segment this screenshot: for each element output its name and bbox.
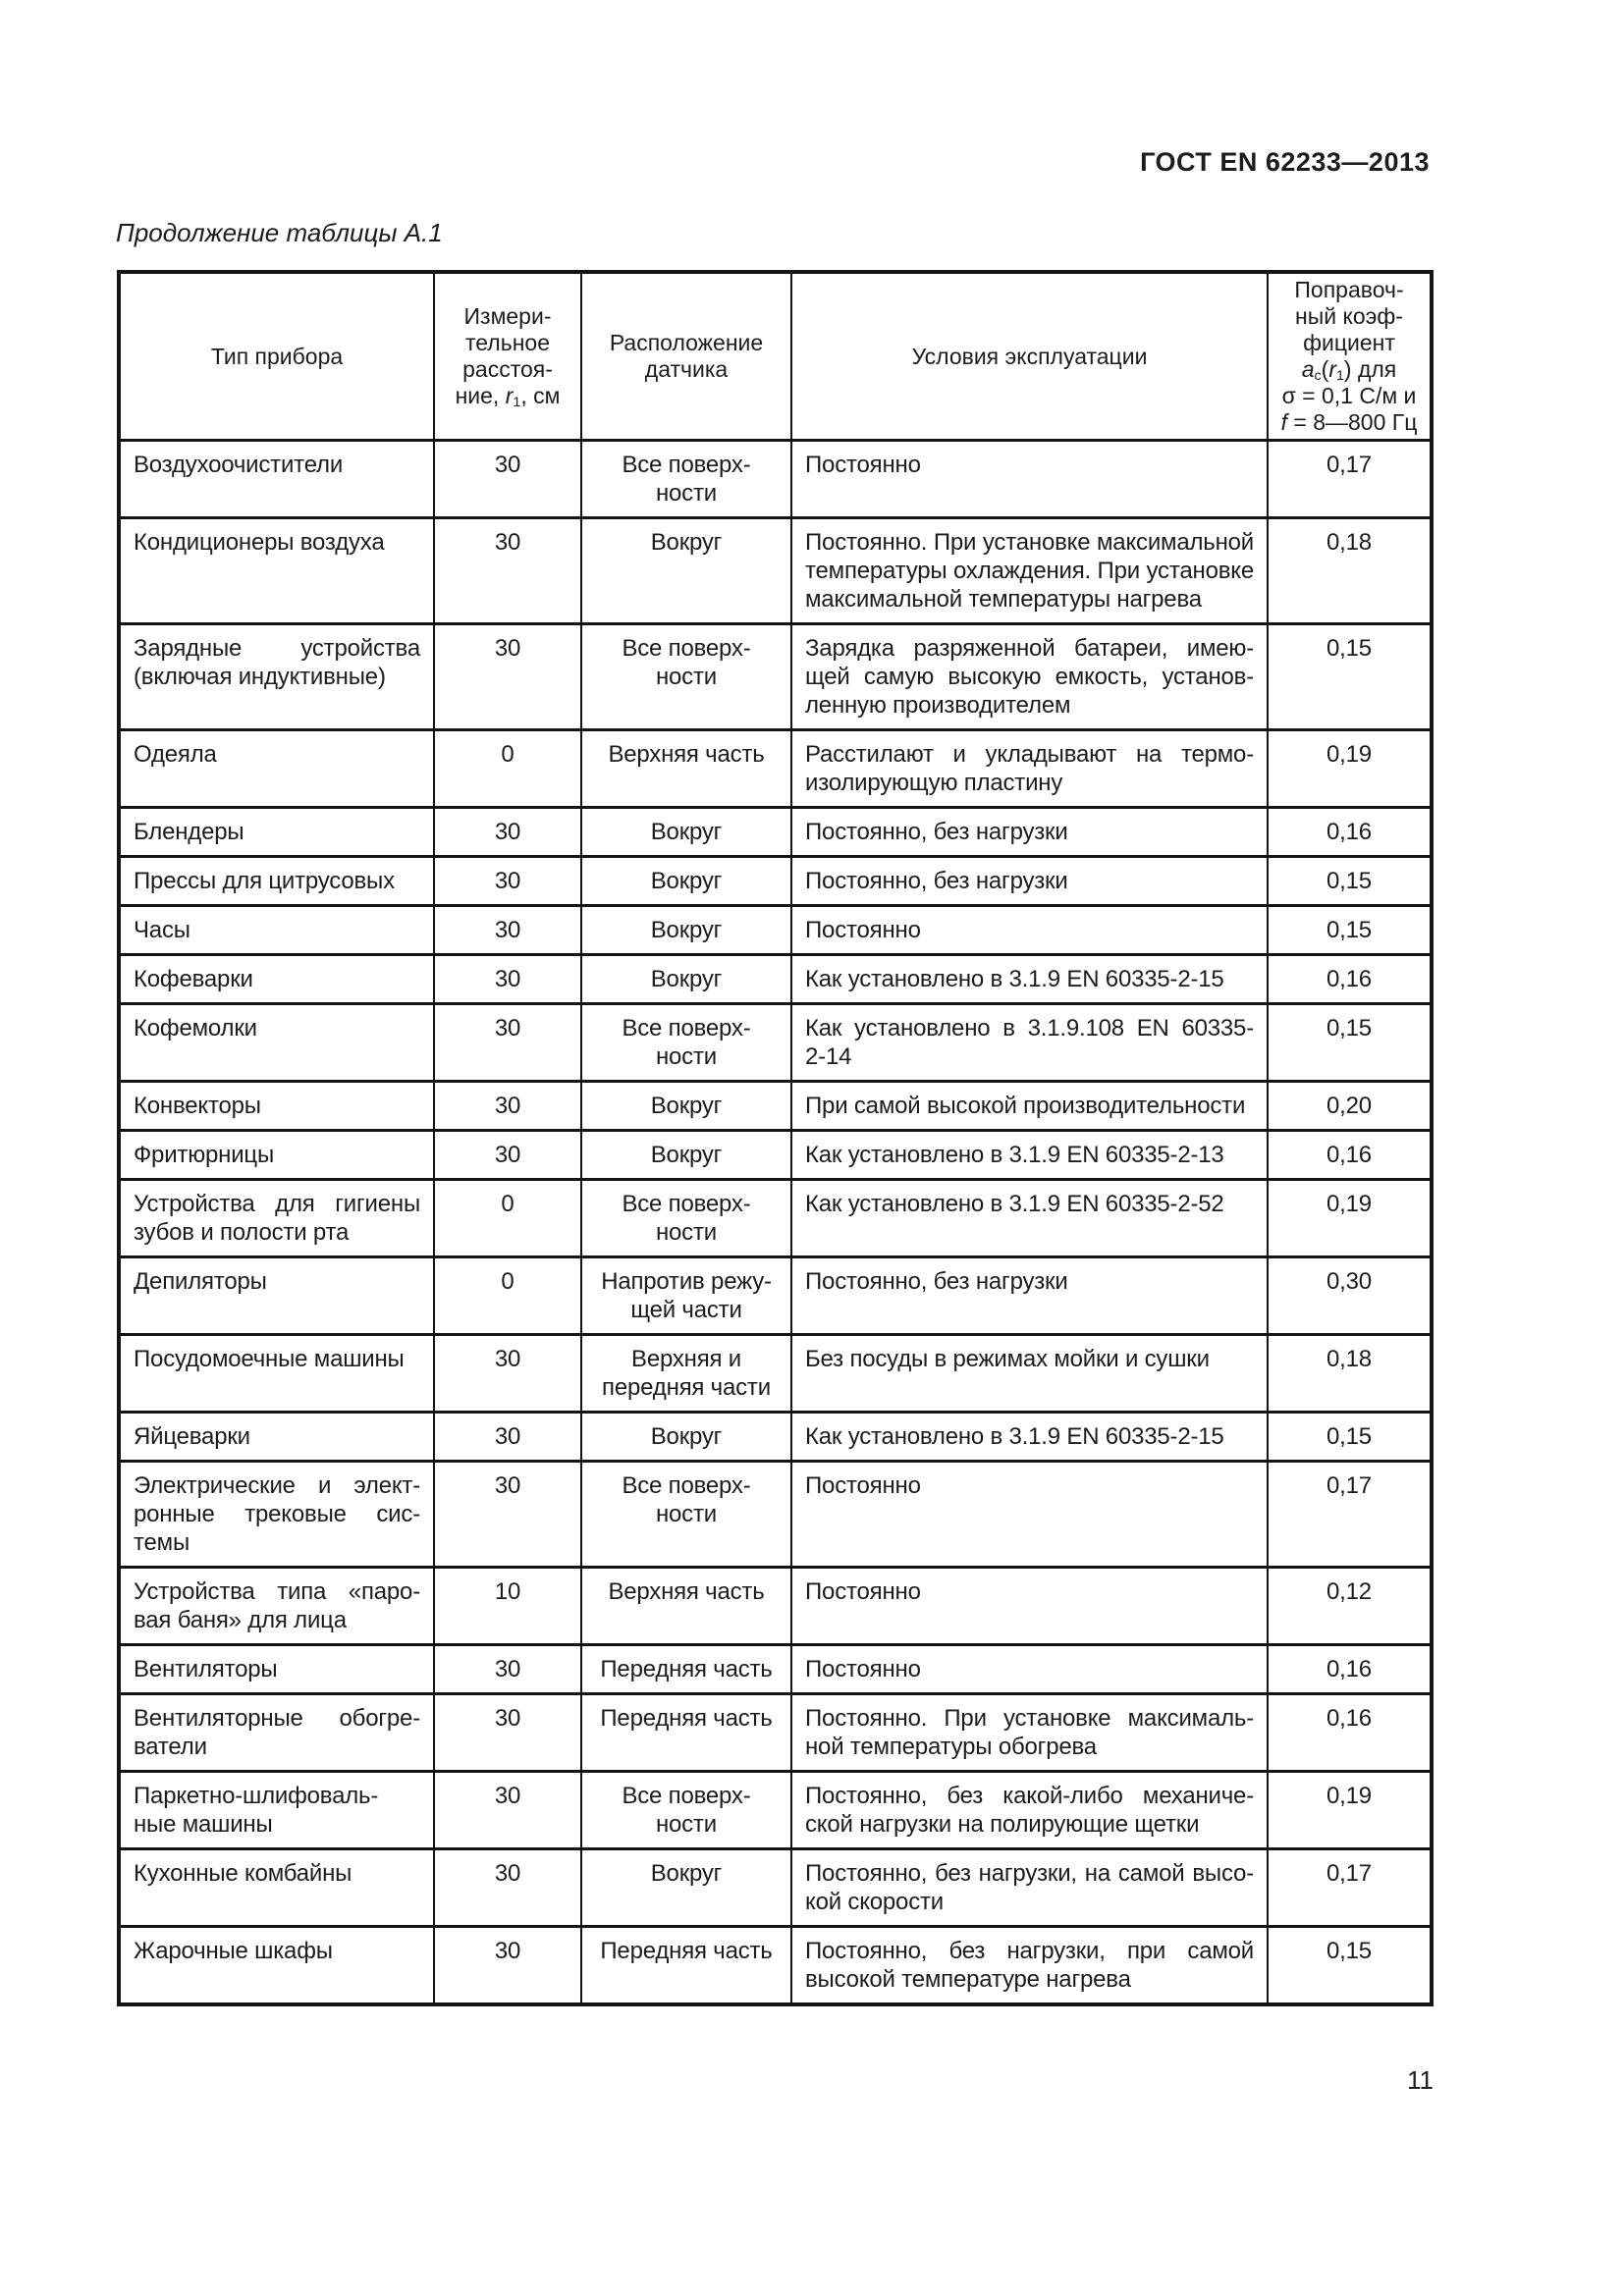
table-row [119,906,1432,955]
table-caption: Продолжение таблицы А.1 [116,218,443,247]
device-type-cell: Блендеры [119,808,434,857]
table-header [119,272,1432,441]
operating-conditions-cell: Как установлено в 3.1.9 EN 60335-2-15 [791,1413,1268,1462]
operating-conditions-cell: Постоянно. При установке максимальной температуры охлаждения. При установке максимальной температуры нагрева [791,518,1268,624]
sensor-location-cell: Вокруг [581,1413,791,1462]
measuring-distance-cell: 30 [434,1645,581,1694]
measuring-distance-cell: 30 [434,1772,581,1849]
sensor-location-cell: Все поверх- ности [581,1004,791,1082]
coefficient-cell: 0,16 [1268,955,1432,1004]
device-type-cell: Яйцеварки [119,1413,434,1462]
coefficient-cell: 0,15 [1268,906,1432,955]
sensor-location-cell: Верхняя и передняя части [581,1335,791,1413]
appliance-table [117,270,1434,2006]
device-type-cell: Кухонные комбайны [119,1849,434,1927]
sensor-location-cell: Все поверх- ности [581,1180,791,1257]
operating-conditions-cell: Постоянно, без нагрузки, на самой высо- кой скорости [791,1849,1268,1927]
operating-conditions-cell: Постоянно. При установке максималь- ной температуры обогрева [791,1694,1268,1772]
coefficient-cell: 0,18 [1268,1335,1432,1413]
table-row [119,955,1432,1004]
header-operating-conditions: Условия эксплуатации [791,272,1268,441]
table-row [119,441,1432,518]
operating-conditions-cell: Расстилают и укладывают на термо- изолирующую пластину [791,730,1268,808]
coefficient-cell: 0,16 [1268,1645,1432,1694]
measuring-distance-cell: 10 [434,1568,581,1645]
table-body [119,441,1432,2005]
coefficient-cell: 0,15 [1268,1927,1432,2005]
operating-conditions-cell: Постоянно, без нагрузки [791,857,1268,906]
device-type-cell: Паркетно-шлифоваль- ные машины [119,1772,434,1849]
coefficient-cell: 0,15 [1268,1004,1432,1082]
header-device-type: Тип прибора [119,272,434,441]
coefficient-cell: 0,17 [1268,1462,1432,1568]
measuring-distance-cell: 30 [434,1335,581,1413]
table-row [119,1082,1432,1131]
sensor-location-cell: Все поверх- ности [581,441,791,518]
operating-conditions-cell: Постоянно [791,1568,1268,1645]
table-row [119,1180,1432,1257]
table-row [119,1413,1432,1462]
measuring-distance-cell: 30 [434,906,581,955]
table-row [119,808,1432,857]
operating-conditions-cell: Без посуды в режимах мойки и сушки [791,1335,1268,1413]
table-row [119,1131,1432,1180]
measuring-distance-cell: 30 [434,624,581,730]
sensor-location-cell: Вокруг [581,808,791,857]
device-type-cell: Кондиционеры воздуха [119,518,434,624]
operating-conditions-cell: Как установлено в 3.1.9.108 EN 60335- 2-14 [791,1004,1268,1082]
coefficient-cell: 0,18 [1268,518,1432,624]
coefficient-cell: 0,17 [1268,441,1432,518]
device-type-cell: Часы [119,906,434,955]
coefficient-cell: 0,16 [1268,1131,1432,1180]
device-type-cell: Конвекторы [119,1082,434,1131]
device-type-cell: Кофемолки [119,1004,434,1082]
device-type-cell: Посудомоечные машины [119,1335,434,1413]
sensor-location-cell: Напротив режу- щей части [581,1257,791,1335]
sensor-location-cell: Все поверх- ности [581,1462,791,1568]
measuring-distance-cell: 30 [434,518,581,624]
device-type-cell: Устройства для гигиены зубов и полости рта [119,1180,434,1257]
operating-conditions-cell: Постоянно, без нагрузки [791,1257,1268,1335]
device-type-cell: Вентиляторы [119,1645,434,1694]
coefficient-cell: 0,15 [1268,1413,1432,1462]
table-row [119,518,1432,624]
table-header-row [119,272,1432,441]
table-row [119,857,1432,906]
operating-conditions-cell: Постоянно [791,1645,1268,1694]
measuring-distance-cell: 30 [434,1004,581,1082]
operating-conditions-cell: Как установлено в 3.1.9 EN 60335-2-15 [791,955,1268,1004]
device-type-cell: Устройства типа «паро- вая баня» для лица [119,1568,434,1645]
measuring-distance-cell: 30 [434,1694,581,1772]
operating-conditions-cell: Постоянно [791,906,1268,955]
sensor-location-cell: Все поверх- ности [581,624,791,730]
measuring-distance-cell: 0 [434,1257,581,1335]
table-row [119,1772,1432,1849]
sensor-location-cell: Вокруг [581,955,791,1004]
operating-conditions-cell: Зарядка разряженной батареи, имею- щей самую высокую емкость, установ- ленную производителем [791,624,1268,730]
coefficient-cell: 0,12 [1268,1568,1432,1645]
sensor-location-cell: Все поверх- ности [581,1772,791,1849]
coefficient-cell: 0,16 [1268,1694,1432,1772]
measuring-distance-cell: 30 [434,1131,581,1180]
coefficient-cell: 0,30 [1268,1257,1432,1335]
device-type-cell: Электрические и элект- ронные трековые сис- темы [119,1462,434,1568]
device-type-cell: Зарядные устройства (включая индуктивные) [119,624,434,730]
measuring-distance-cell: 0 [434,1180,581,1257]
coefficient-cell: 0,19 [1268,1180,1432,1257]
operating-conditions-cell: Постоянно, без нагрузки, при самой высокой температуре нагрева [791,1927,1268,2005]
sensor-location-cell: Вокруг [581,518,791,624]
table-row [119,1694,1432,1772]
sensor-location-cell: Вокруг [581,1082,791,1131]
measuring-distance-cell: 30 [434,1462,581,1568]
header-correction-coefficient: Поправоч- ный коэф- фициент $a_c(r_1)$ для σ = 0,1 С/м и f = 8—800 Гц [1268,272,1432,441]
sensor-location-cell: Передняя часть [581,1694,791,1772]
measuring-distance-cell: 30 [434,808,581,857]
table-row [119,1335,1432,1413]
measuring-distance-cell: 30 [434,1927,581,2005]
measuring-distance-cell: 30 [434,441,581,518]
device-type-cell: Кофеварки [119,955,434,1004]
device-type-cell: Вентиляторные обогре- ватели [119,1694,434,1772]
coefficient-cell: 0,19 [1268,1772,1432,1849]
sensor-location-cell: Вокруг [581,1131,791,1180]
device-type-cell: Одеяла [119,730,434,808]
device-type-cell: Жарочные шкафы [119,1927,434,2005]
sensor-location-cell: Вокруг [581,906,791,955]
measuring-distance-cell: 30 [434,1413,581,1462]
measuring-distance-cell: 30 [434,1849,581,1927]
coefficient-cell: 0,16 [1268,808,1432,857]
operating-conditions-cell: Постоянно [791,1462,1268,1568]
table-row [119,624,1432,730]
coefficient-cell: 0,20 [1268,1082,1432,1131]
table-row [119,1004,1432,1082]
operating-conditions-cell: При самой высокой производительности [791,1082,1268,1131]
operating-conditions-cell: Постоянно, без нагрузки [791,808,1268,857]
coefficient-cell: 0,17 [1268,1849,1432,1927]
sensor-location-cell: Верхняя часть [581,730,791,808]
device-type-cell: Прессы для цитрусовых [119,857,434,906]
table-row [119,1927,1432,2005]
sensor-location-cell: Вокруг [581,857,791,906]
table-row [119,730,1432,808]
measuring-distance-cell: 0 [434,730,581,808]
coefficient-cell: 0,19 [1268,730,1432,808]
sensor-location-cell: Вокруг [581,1849,791,1927]
page-number: 11 [1407,2065,1434,2095]
table-row [119,1568,1432,1645]
operating-conditions-cell: Постоянно, без какой-либо механиче- ской нагрузки на полирующие щетки [791,1772,1268,1849]
table-row [119,1257,1432,1335]
device-type-cell: Фритюрницы [119,1131,434,1180]
sensor-location-cell: Передняя часть [581,1645,791,1694]
sensor-location-cell: Верхняя часть [581,1568,791,1645]
device-type-cell: Депиляторы [119,1257,434,1335]
measuring-distance-cell: 30 [434,1082,581,1131]
operating-conditions-cell: Как установлено в 3.1.9 EN 60335-2-13 [791,1131,1268,1180]
measuring-distance-cell: 30 [434,955,581,1004]
coefficient-cell: 0,15 [1268,624,1432,730]
operating-conditions-cell: Постоянно [791,441,1268,518]
operating-conditions-cell: Как установлено в 3.1.9 EN 60335-2-52 [791,1180,1268,1257]
sensor-location-cell: Передняя часть [581,1927,791,2005]
coefficient-cell: 0,15 [1268,857,1432,906]
table-row [119,1645,1432,1694]
document-number: ГОСТ EN 62233—2013 [1140,147,1430,177]
header-sensor-location: Расположение датчика [581,272,791,441]
table-row [119,1849,1432,1927]
table-row [119,1462,1432,1568]
measuring-distance-cell: 30 [434,857,581,906]
device-type-cell: Воздухоочистители [119,441,434,518]
header-measuring-distance: Измери- тельное расстоя- ние, $r_1$, см [434,272,581,441]
